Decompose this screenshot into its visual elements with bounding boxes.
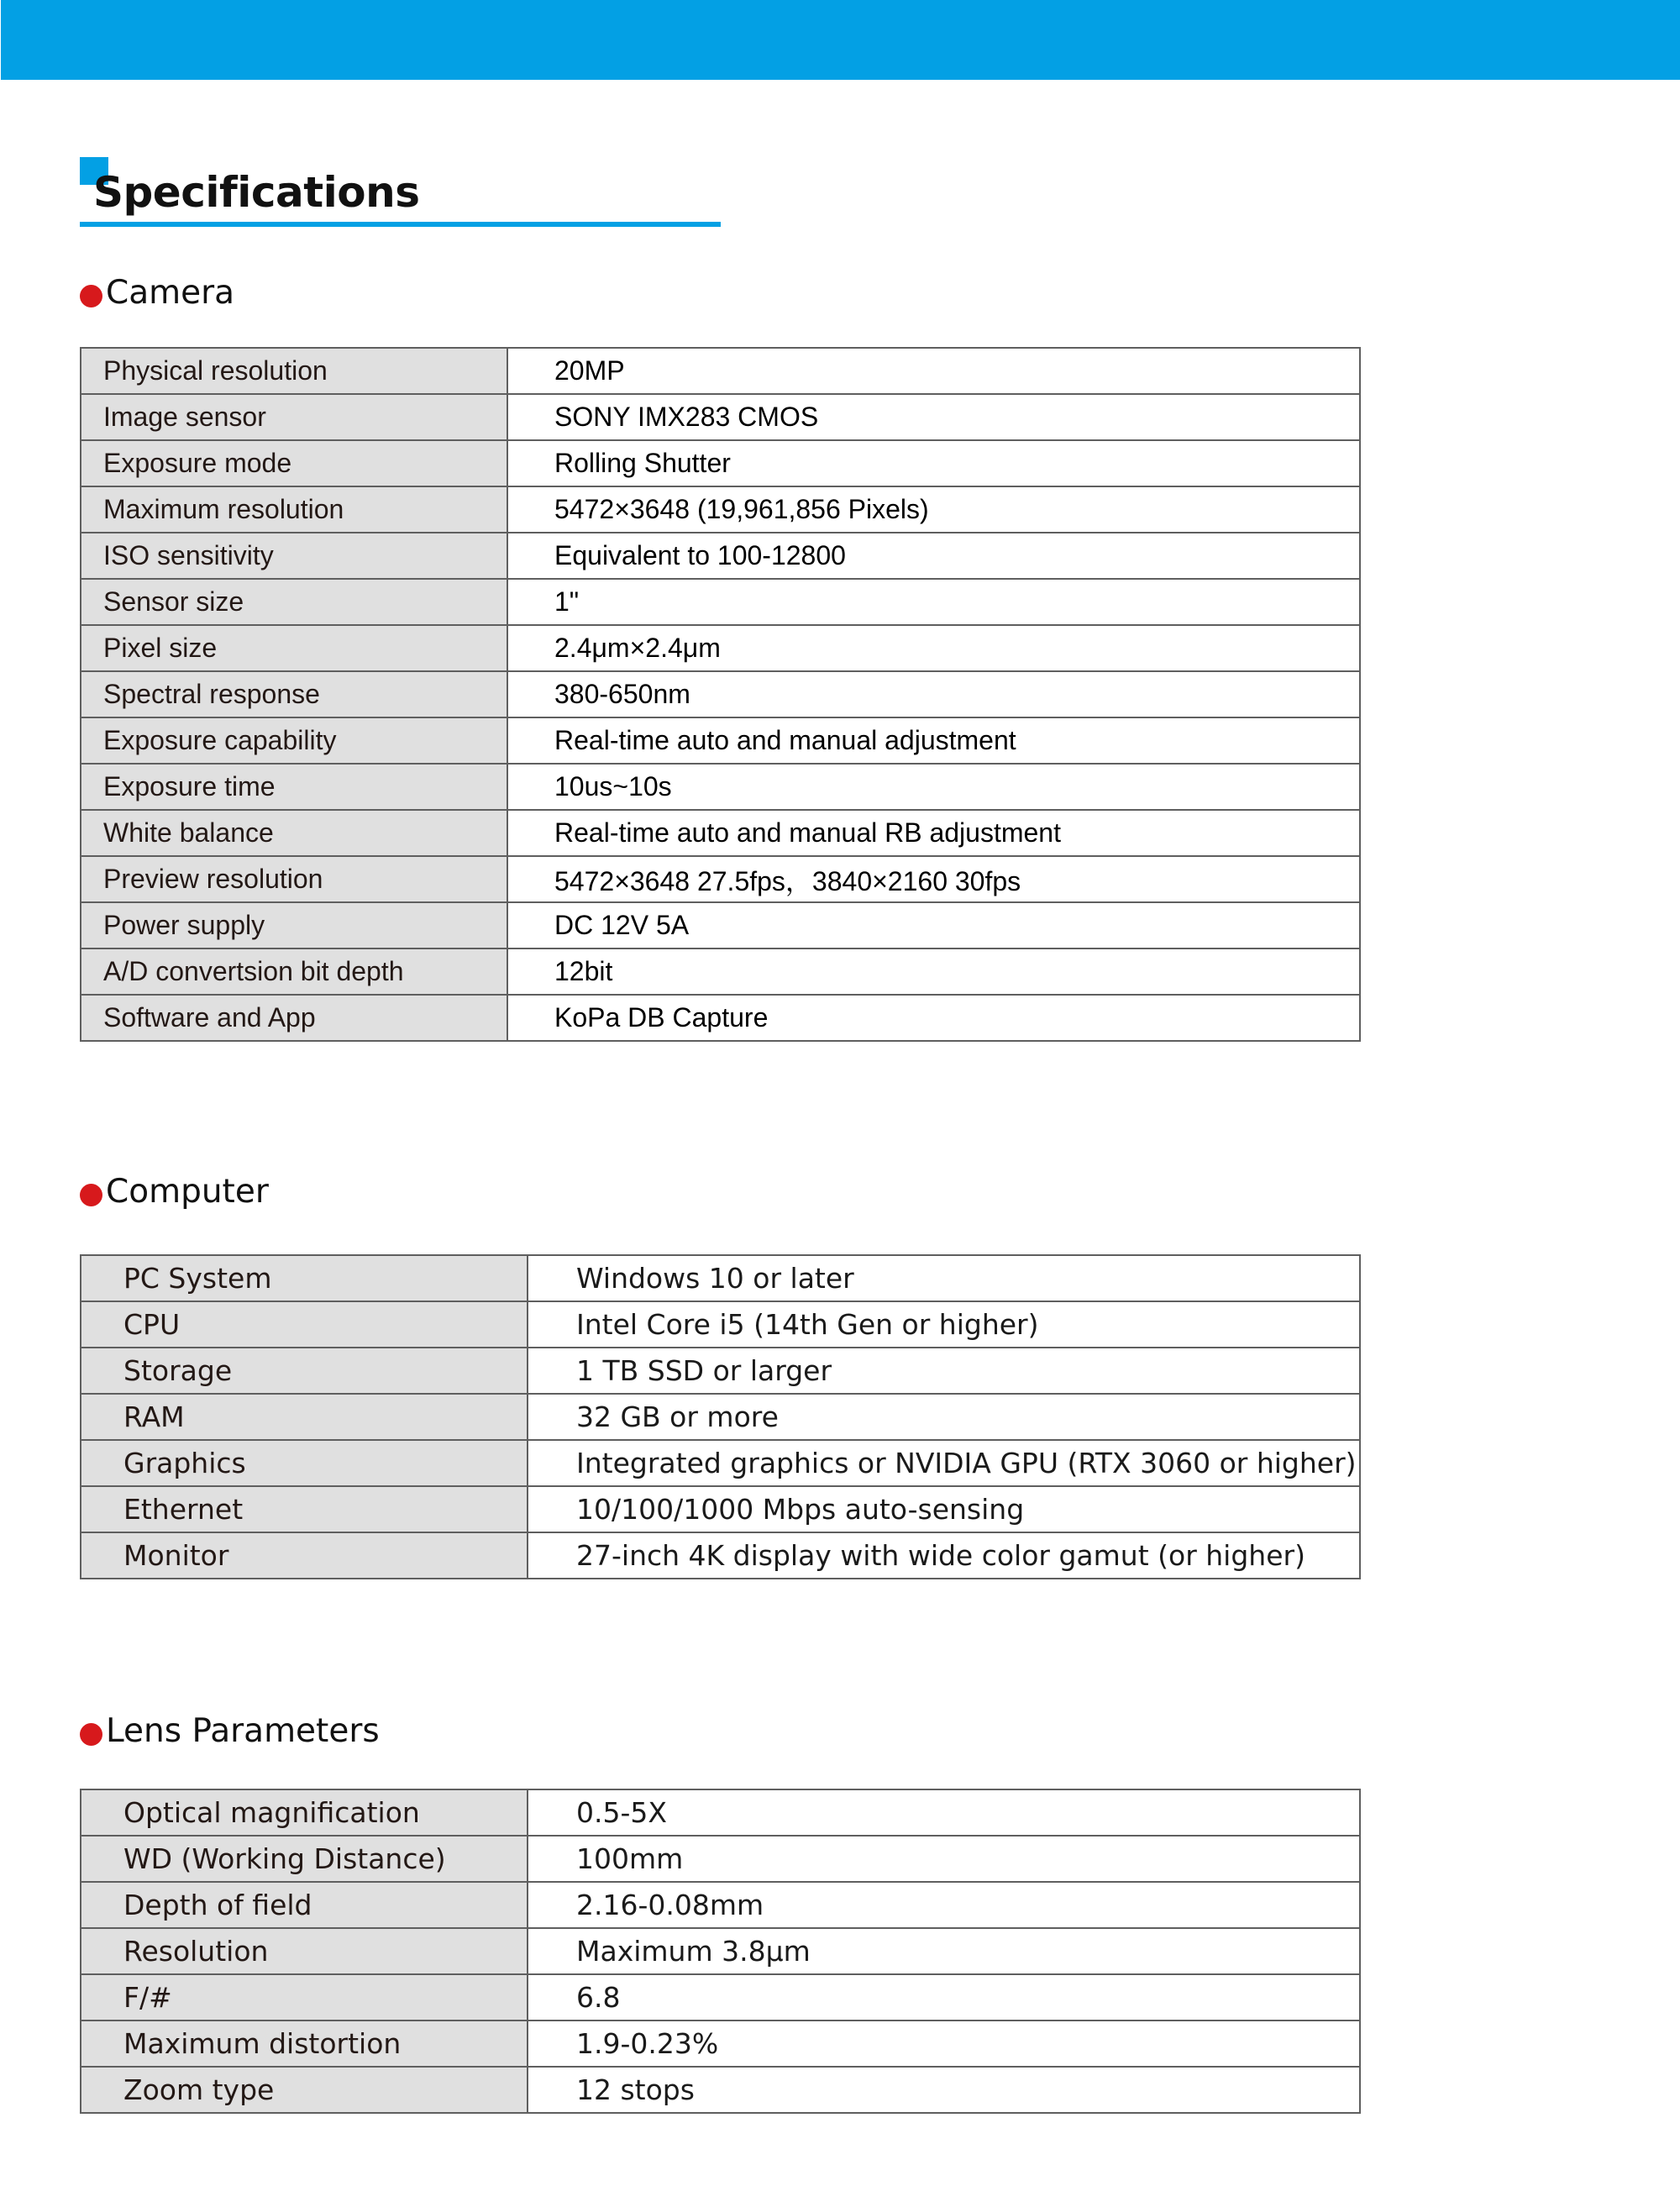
section-heading-computer [80,1171,269,1213]
spec-label: PC System [81,1255,528,1301]
table-row [81,1928,1360,1974]
spec-value: SONY IMX283 CMOS [507,394,1360,440]
table-row [81,1301,1360,1348]
camera-spec-table [80,347,1361,1042]
spec-value: Intel Core i5 (14th Gen or higher) [528,1301,1360,1348]
table-row [81,1532,1360,1579]
spec-value: 2.4μm×2.4μm [507,625,1360,671]
spec-label: Software and App [81,995,507,1041]
section-heading-lens [80,1710,380,1752]
page-title: Specifications [93,168,420,217]
spec-label: Ethernet [81,1486,528,1532]
spec-label: Depth of field [81,1882,528,1928]
spec-value: 20MP [507,348,1360,394]
bullet-dot-icon [80,285,102,307]
spec-label: Spectral response [81,671,507,717]
table-row [81,486,1360,533]
table-row [81,2067,1360,2113]
bullet-dot-icon [80,1184,102,1206]
spec-value: 12 stops [528,2067,1360,2113]
spec-value: 6.8 [528,1974,1360,2020]
spec-value: 10us~10s [507,764,1360,810]
table-row [81,1394,1360,1440]
spec-label: Power supply [81,902,507,948]
table-row [81,1440,1360,1486]
spec-label: Graphics [81,1440,528,1486]
section-title: Lens Parameters [106,1712,380,1750]
table-row [81,671,1360,717]
spec-value: Real-time auto and manual RB adjustment [507,810,1360,856]
spec-label: Exposure time [81,764,507,810]
computer-spec-table [80,1254,1361,1579]
spec-value: 1.9-0.23% [528,2020,1360,2067]
spec-label: Monitor [81,1532,528,1579]
spec-value: 1" [507,579,1360,625]
table-row [81,1255,1360,1301]
spec-label: RAM [81,1394,528,1440]
spec-label: Physical resolution [81,348,507,394]
table-row [81,440,1360,486]
table-row [81,948,1360,995]
spec-label: F/# [81,1974,528,2020]
spec-value: 380-650nm [507,671,1360,717]
table-row [81,764,1360,810]
table-row [81,810,1360,856]
spec-value: 0.5-5X [528,1789,1360,1836]
table-row [81,1486,1360,1532]
table-row [81,1836,1360,1882]
spec-label: CPU [81,1301,528,1348]
spec-label: ISO sensitivity [81,533,507,579]
table-row [81,902,1360,948]
spec-label: Zoom type [81,2067,528,2113]
spec-value: 100mm [528,1836,1360,1882]
table-row [81,1974,1360,2020]
spec-label: Pixel size [81,625,507,671]
spec-value: Maximum 3.8μm [528,1928,1360,1974]
bullet-dot-icon [80,1723,102,1746]
spec-value: DC 12V 5A [507,902,1360,948]
table-row [81,348,1360,394]
table-row [81,1789,1360,1836]
spec-label: Preview resolution [81,856,507,902]
spec-label: Maximum resolution [81,486,507,533]
section-title: Camera [106,274,235,312]
spec-label: Storage [81,1348,528,1394]
table-row [81,717,1360,764]
spec-value: KoPa DB Capture [507,995,1360,1041]
spec-value: Integrated graphics or NVIDIA GPU (RTX 3060 or higher) [528,1440,1360,1486]
spec-value: Real-time auto and manual adjustment [507,717,1360,764]
spec-value: 27-inch 4K display with wide color gamut (or higher) [528,1532,1360,1579]
spec-label: Sensor size [81,579,507,625]
table-row [81,856,1360,902]
top-banner [1,0,1680,80]
spec-value: 12bit [507,948,1360,995]
lens-spec-table [80,1789,1361,2114]
spec-value: Rolling Shutter [507,440,1360,486]
section-heading-camera [80,272,234,314]
spec-label: Exposure mode [81,440,507,486]
table-row [81,1348,1360,1394]
spec-value: 2.16-0.08mm [528,1882,1360,1928]
table-row [81,533,1360,579]
table-row [81,995,1360,1041]
spec-value: 10/100/1000 Mbps auto-sensing [528,1486,1360,1532]
spec-value: 5472×3648 (19,961,856 Pixels) [507,486,1360,533]
spec-label: WD (Working Distance) [81,1836,528,1882]
spec-label: Optical magnification [81,1789,528,1836]
spec-label: Exposure capability [81,717,507,764]
spec-value: 32 GB or more [528,1394,1360,1440]
spec-value: Equivalent to 100-12800 [507,533,1360,579]
table-row [81,394,1360,440]
spec-label: Maximum distortion [81,2020,528,2067]
spec-value: Windows 10 or later [528,1255,1360,1301]
spec-label: Resolution [81,1928,528,1974]
table-row [81,2020,1360,2067]
spec-label: White balance [81,810,507,856]
spec-label: Image sensor [81,394,507,440]
table-row [81,579,1360,625]
spec-value: 1 TB SSD or larger [528,1348,1360,1394]
table-row [81,1882,1360,1928]
title-underline [80,222,721,227]
spec-label: A/D convertsion bit depth [81,948,507,995]
table-row [81,625,1360,671]
section-title: Computer [106,1173,269,1211]
spec-value: 5472×3648 27.5fps，3840×2160 30fps [507,856,1360,902]
